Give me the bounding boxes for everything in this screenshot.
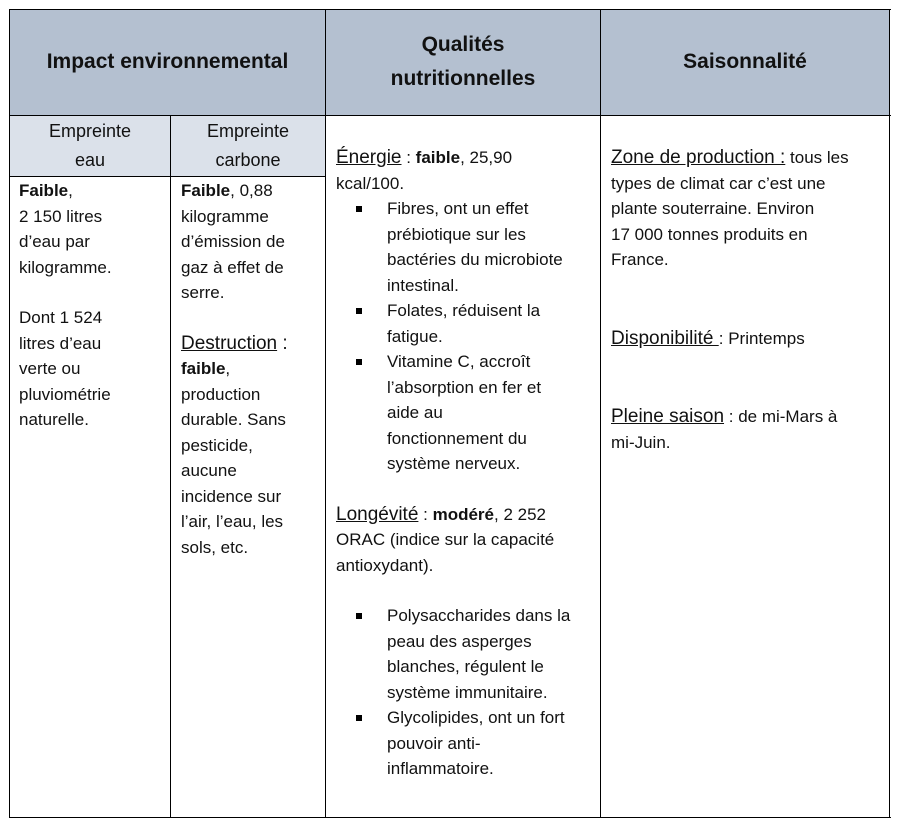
disponibilite-sep: : bbox=[718, 328, 729, 348]
bullet-polysaccharides-line-4: système immunitaire. bbox=[387, 682, 548, 702]
pleine-saison-line-2: mi-Juin. bbox=[611, 432, 671, 452]
table-border-right bbox=[889, 9, 890, 818]
longevite-line-1 bbox=[336, 502, 598, 528]
eau-line-2: 2 150 litres bbox=[19, 206, 103, 226]
header-qualites-line1: Qualités bbox=[421, 33, 505, 56]
longevite-line-3: antioxydant). bbox=[336, 555, 434, 575]
cell-empreinte-carbone bbox=[181, 178, 323, 560]
bullet-vitamine-line-2: l’absorption en fer et bbox=[387, 377, 542, 397]
zone-line-1-tail: tous les bbox=[785, 148, 849, 167]
list-item bbox=[336, 196, 598, 298]
zone-line-3: plante souterraine. Environ bbox=[611, 199, 815, 218]
eau-line-1-tail: , bbox=[68, 181, 73, 200]
carbone-faible: Faible bbox=[181, 181, 231, 200]
zone-label-text: Zone de production bbox=[611, 147, 781, 168]
pleine-saison-line-1 bbox=[611, 404, 879, 430]
bullet-vitamine-line-5: système nerveux. bbox=[387, 454, 521, 473]
bullet-vitamine-line-3: aide au bbox=[387, 403, 443, 422]
list-item bbox=[336, 298, 598, 349]
table-border-top bbox=[9, 9, 891, 10]
bullet-vitamine-line-4: fonctionnement du bbox=[387, 428, 527, 448]
energie-line-2: kcal/100. bbox=[336, 173, 405, 193]
energie-bullet-list bbox=[336, 196, 598, 477]
destruction-line-8: sols, etc. bbox=[181, 537, 249, 557]
table-border-bottom bbox=[9, 817, 891, 818]
zone-line-5: France. bbox=[611, 250, 669, 269]
energie-label: Énergie bbox=[336, 147, 402, 168]
destruction-faible: faible bbox=[181, 359, 226, 378]
eau-line-3: d’eau par bbox=[19, 232, 90, 251]
eau-dont-line-2: litres d’eau bbox=[19, 333, 102, 353]
carbone-line-4: gaz à effet de bbox=[181, 257, 284, 277]
destruction-label: Destruction bbox=[181, 332, 278, 354]
eau-dont-line-3: verte ou bbox=[19, 359, 81, 378]
bullet-fibres-line-2: prébiotique sur les bbox=[387, 224, 526, 244]
bullet-folates-line-1: Folates, réduisent la bbox=[387, 301, 541, 320]
disponibilite-value: Printemps bbox=[728, 328, 805, 348]
eau-line-4: kilogramme. bbox=[19, 257, 112, 277]
bullet-polysaccharides-line-2: peau des asperges bbox=[387, 631, 532, 651]
disponibilite-label: Disponibilité bbox=[611, 327, 719, 349]
eau-dont-line-1: Dont 1 524 bbox=[19, 308, 103, 327]
bullet-fibres-line-1: Fibres, ont un effet bbox=[387, 199, 529, 218]
spacer bbox=[611, 273, 879, 326]
subheader-empreinte-eau bbox=[10, 117, 170, 175]
longevite-tail: , 2 252 bbox=[494, 504, 546, 524]
energie-faible: faible bbox=[415, 148, 461, 167]
bullet-fibres-line-3: bactéries du microbiote bbox=[387, 250, 563, 269]
column-divider-impact-qualites bbox=[325, 9, 326, 818]
destruction-heading bbox=[181, 331, 323, 357]
energie-tail: , 25,90 bbox=[460, 148, 513, 167]
bullet-polysaccharides-line-3: blanches, régulent le bbox=[387, 657, 544, 676]
cell-empreinte-eau bbox=[19, 178, 167, 433]
header-qualites-line2: nutritionnelles bbox=[390, 67, 536, 90]
header-qualites-nutritionnelles bbox=[326, 28, 600, 96]
energie-line-1 bbox=[336, 145, 598, 171]
header-impact-environnemental: Impact environnemental bbox=[46, 50, 289, 73]
destruction-line-7: l’air, l’eau, les bbox=[181, 512, 284, 531]
list-item bbox=[336, 705, 598, 782]
longevite-sep: : bbox=[418, 504, 433, 524]
zone-sep: : bbox=[780, 147, 786, 168]
destruction-line-5: aucune bbox=[181, 461, 237, 480]
spacer bbox=[19, 280, 167, 305]
energie-sep: : bbox=[401, 148, 416, 167]
cell-qualites-nutritionnelles bbox=[336, 145, 598, 782]
header-saisonnalite: Saisonnalité bbox=[683, 50, 807, 73]
subheader-carbone-line2: carbone bbox=[215, 150, 281, 170]
carbone-line-2: kilogramme bbox=[181, 206, 269, 226]
bullet-glycolipides-line-1: Glycolipides, ont un fort bbox=[387, 708, 565, 727]
carbone-line-1 bbox=[181, 178, 323, 204]
destruction-line-4: pesticide, bbox=[181, 435, 253, 455]
table-border-subheader-bottom bbox=[9, 176, 326, 177]
cell-saisonnalite bbox=[611, 145, 879, 455]
eau-dont-line-5: naturelle. bbox=[19, 410, 89, 429]
zone-label bbox=[611, 147, 785, 168]
carbone-line-1-tail: , 0,88 bbox=[230, 181, 273, 200]
longevite-modere: modéré bbox=[432, 504, 494, 524]
zone-line-1 bbox=[611, 145, 879, 171]
spacer bbox=[611, 351, 879, 404]
bullet-glycolipides-line-2: pouvoir anti- bbox=[387, 733, 481, 753]
subheader-empreinte-carbone bbox=[171, 117, 325, 175]
pleine-saison-tail: : de mi-Mars à bbox=[724, 407, 838, 426]
zone-line-4: 17 000 tonnes produits en bbox=[611, 224, 808, 244]
destruction-line-2: production bbox=[181, 384, 261, 404]
carbone-line-5: serre. bbox=[181, 283, 225, 302]
table-border-header-bottom bbox=[9, 115, 891, 116]
list-item bbox=[336, 603, 598, 705]
longevite-line-2: ORAC (indice sur la capacité bbox=[336, 530, 555, 549]
destruction-line-1 bbox=[181, 356, 323, 382]
disponibilite-line bbox=[611, 326, 879, 352]
subheader-eau-line2: eau bbox=[74, 150, 106, 170]
pleine-saison-label: Pleine saison bbox=[611, 406, 725, 427]
destruction-line-1-tail: , bbox=[225, 359, 231, 378]
column-divider-eau-carbone bbox=[170, 116, 171, 818]
subheader-eau-line1: Empreinte bbox=[48, 121, 132, 141]
longevite-label: Longévité bbox=[336, 503, 419, 525]
spacer bbox=[181, 306, 323, 331]
eau-line-1 bbox=[19, 178, 167, 204]
bullet-vitamine-line-1: Vitamine C, accroît bbox=[387, 352, 531, 371]
spacer bbox=[336, 477, 598, 502]
bullet-polysaccharides-line-1: Polysaccharides dans la bbox=[387, 606, 571, 625]
destruction-line-3: durable. Sans bbox=[181, 410, 286, 429]
list-item bbox=[336, 349, 598, 477]
column-divider-qualites-saison bbox=[600, 9, 601, 818]
bullet-folates-line-2: fatigue. bbox=[387, 326, 443, 346]
bullet-fibres-line-4: intestinal. bbox=[387, 275, 459, 295]
longevite-bullet-list bbox=[336, 603, 598, 782]
bullet-glycolipides-line-3: inflammatoire. bbox=[387, 759, 494, 778]
destruction-line-6: incidence sur bbox=[181, 486, 282, 506]
eau-faible: Faible bbox=[19, 181, 69, 200]
destruction-sep: : bbox=[277, 332, 288, 354]
subheader-carbone-line1: Empreinte bbox=[206, 121, 290, 141]
spacer bbox=[336, 578, 598, 603]
eau-dont-line-4: pluviométrie bbox=[19, 384, 111, 404]
carbone-line-3: d’émission de bbox=[181, 232, 285, 251]
zone-line-2: types de climat car c’est une bbox=[611, 173, 826, 193]
